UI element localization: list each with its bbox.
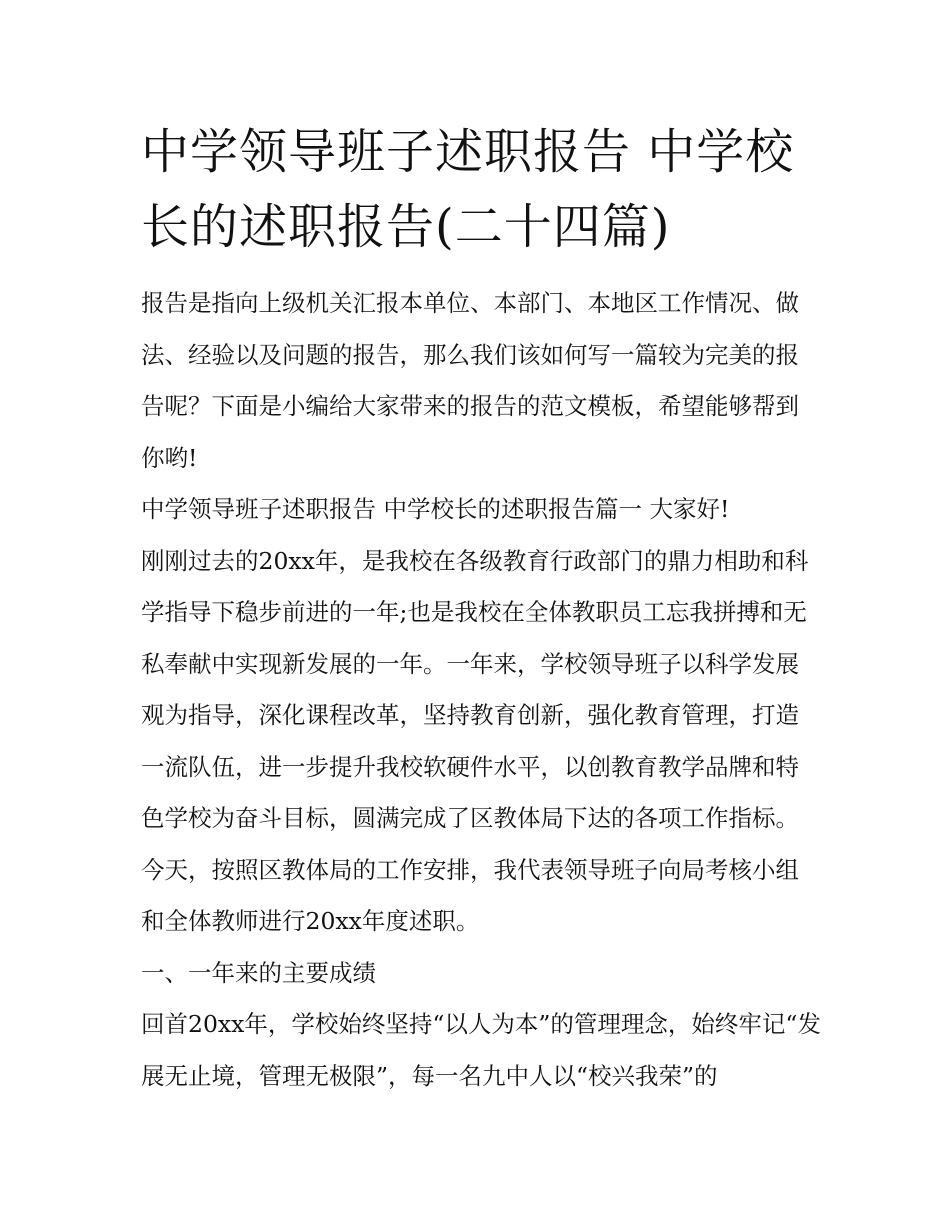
body-paragraph: 刚刚过去的20xx年，是我校在各级教育行政部门的鼎力相助和科学指导下稳步前进的一年;也是我校在全体教职员工忘我拼搏和无私奉献中实现新发展的一年。一年来，学校领导班子以科学发展观为指导，深化课程改革，坚持教育创新，强化教育管理，打造一流队伍，进一步提升我校软硬件水平，以创教育教学品牌和特色学校为奋斗目标，圆满完成了区教体局下达的各项工作指标。今天，按照区教体局的工作安排，我代表领导班子向局考核小组和全体教师进行20xx年度述职。 (141, 546, 809, 935)
body-paragraph: 回首20xx年，学校始终坚持“以人为本”的管理理念，始终牢记“发展无止境，管理无极限”，每一名九中人以“校兴我荣”的 (141, 1010, 821, 1090)
document-body (141, 115, 821, 1102)
document-title: 中学领导班子述职报告 中学校长的述职报告(二十四篇) (141, 124, 795, 255)
intro-paragraph: 报告是指向上级机关汇报本单位、本部门、本地区工作情况、做法、经验以及问题的报告，那么我们该如何写一篇较为完美的报告呢？下面是小编给大家带来的报告的范文模板，希望能够帮到你哟! (141, 289, 799, 472)
section-heading: 一、一年来的主要成绩 (141, 958, 376, 987)
section-heading-paragraph: 中学领导班子述职报告 中学校长的述职报告篇一 大家好! (141, 495, 730, 523)
